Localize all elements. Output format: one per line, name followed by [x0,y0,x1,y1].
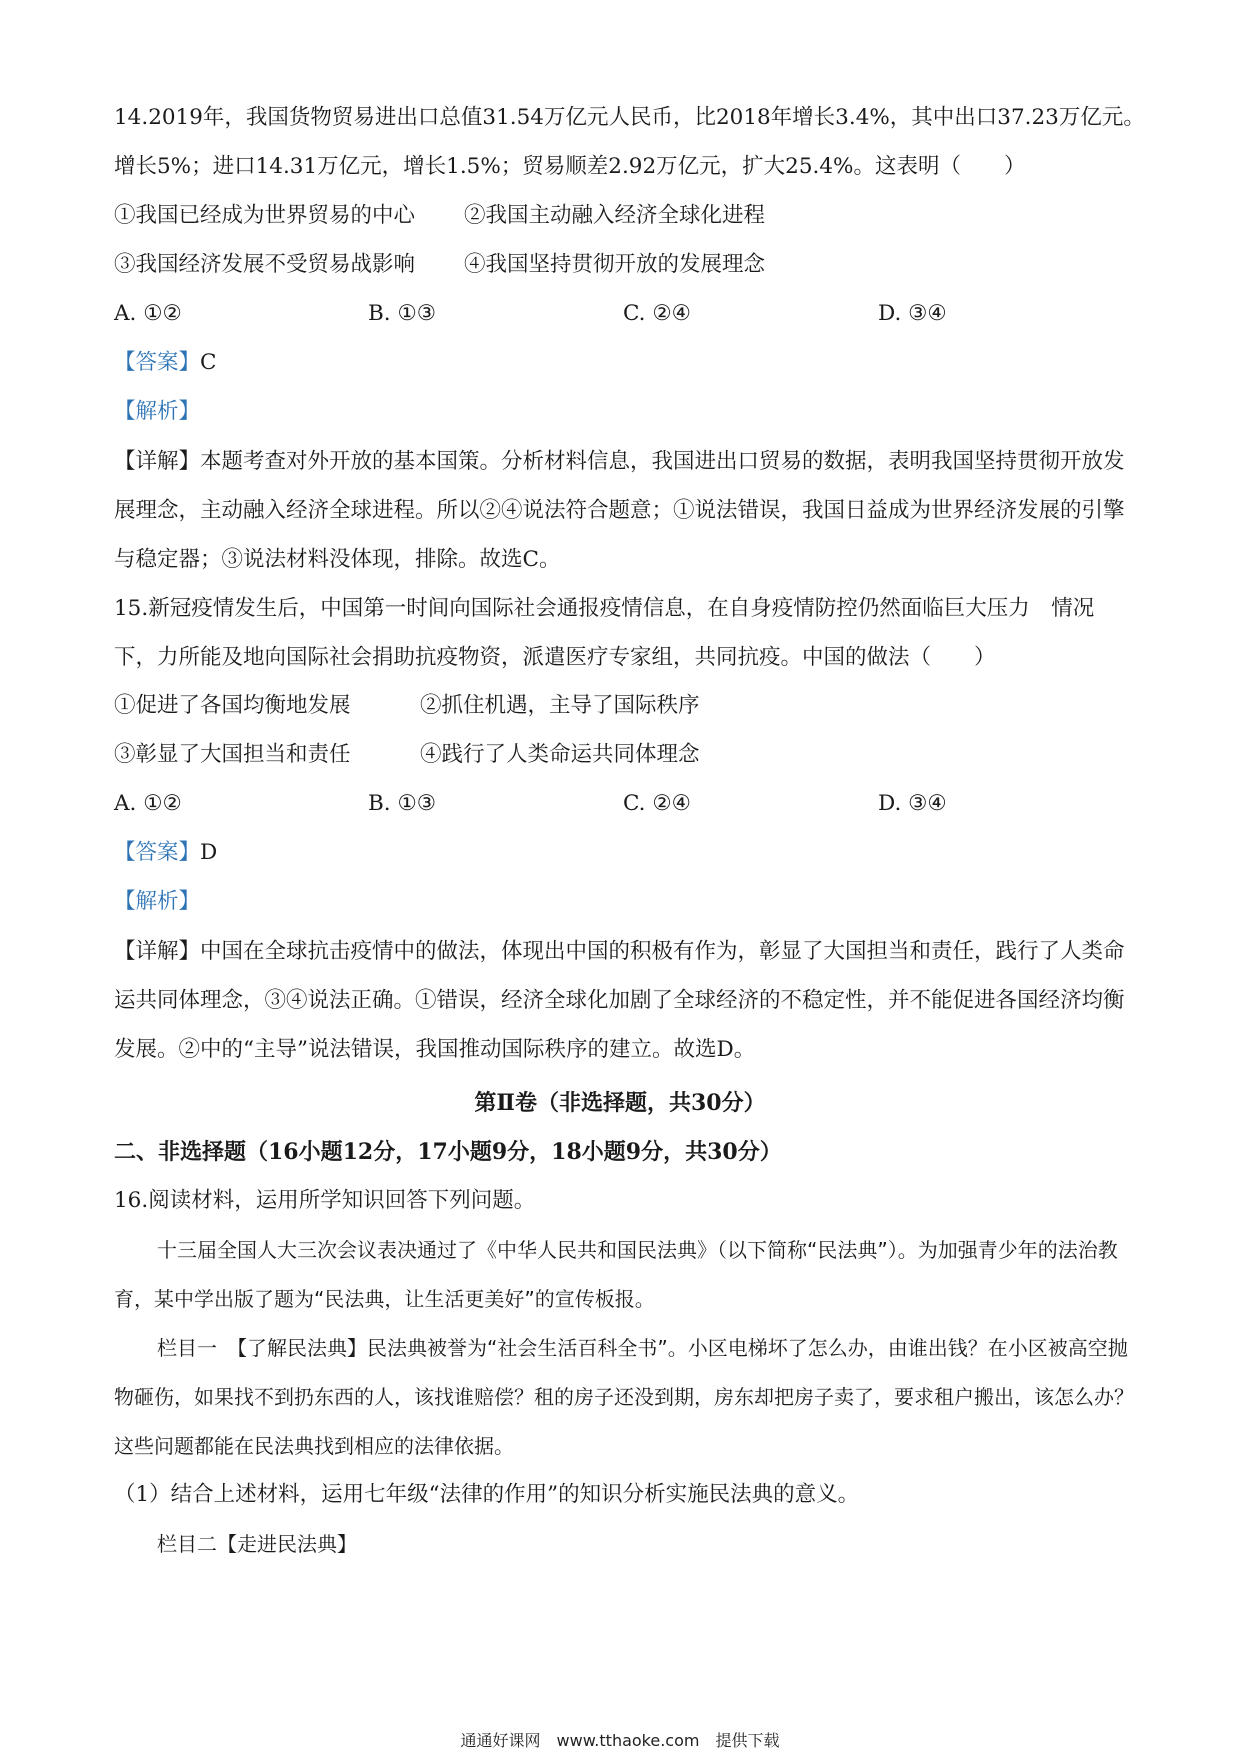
q14-analysis-tag: 【解析】 [114,399,201,424]
q15-choice-d: D. ③④ [878,791,947,816]
q15-option-4: ④践行了人类命运共同体理念 [420,742,700,767]
q14-stem-line2: 增长5%；进口14.31万亿元，增长1.5%；贸易顺差2.92万亿元，扩大25.4%。这表明（ ） [114,154,1026,179]
q15-detail-tag: 【详解】 [114,939,201,964]
q15-choice-b: B. ①③ [368,791,437,816]
q14-choice-c: C. ②④ [623,301,691,326]
q15-stem: 15.新冠疫情发生后，中国第一时间向国际社会通报疫情信息，在自身疫情防控仍然面临巨大压力 情况下，力所能及地向国际社会捐助抗疫物资，派遣医疗专家组，共同抗疫。中国的做法（ ） [114,596,1095,670]
q15-detail-text: 中国在全球抗击疫情中的做法，体现出中国的积极有作为，彰显了大国担当和责任，践行了人类命运共同体理念，③④说法正确。①错误，经济全球化加剧了全球经济的不稳定性，并不能促进各国经济均衡发展。②中的“主导”说法错误，我国推动国际秩序的建立。故选D。 [114,939,1125,1062]
q14-answer-tag: 【答案】 [114,350,201,375]
q15-analysis-tag: 【解析】 [114,889,201,914]
q14-choice-a: A. ①② [114,301,182,326]
q15-answer-value: D [200,840,218,865]
q16-material-1: 十三届全国人大三次会议表决通过了《中华人民共和国民法典》（以下简称“民法典”）。为加强青少年的法治教育，某中学出版了题为“民法典，让生活更美好”的宣传板报。 [114,1238,1118,1311]
q14-option-3: ③我国经济发展不受贸易战影响 [114,252,416,277]
page-footer: 通通好课网 www.tthaoke.com 提供下载 [460,1731,780,1750]
q16-stem: 16.阅读材料，运用所学知识回答下列问题。 [114,1188,536,1213]
q16-subquestion-1: （1）结合上述材料，运用七年级“法律的作用”的知识分析实施民法典的意义。 [114,1482,860,1507]
q14-option-4: ④我国坚持贯彻开放的发展理念 [464,252,766,277]
q14-answer-value: C [200,350,217,375]
part2-section-heading: 二、非选择题（16小题12分，17小题9分，18小题9分，共30分） [114,1139,782,1165]
q15-option-1: ①促进了各国均衡地发展 [114,693,351,718]
q14-choice-d: D. ③④ [878,301,947,326]
q14-detail [114,437,1134,584]
q14-stem-line1: 14.2019年，我国货物贸易进出口总值31.54万亿元人民币，比2018年增长3.4%，其中出口37.23万亿元。 [114,105,1145,130]
q15-answer [114,838,217,868]
q15-choice-a: A. ①② [114,791,182,816]
q15-detail [114,927,1134,1074]
q14-option-1: ①我国已经成为世界贸易的中心 [114,203,416,228]
part2-title: 第Ⅱ卷（非选择题，共30分） [474,1090,766,1116]
q14-detail-text: 本题考查对外开放的基本国策。分析材料信息，我国进出口贸易的数据，表明我国坚持贯彻开放发展理念，主动融入经济全球进程。所以②④说法符合题意；①说法错误，我国日益成为世界经济发展的引擎与稳定器；③说法材料没体现，排除。故选C。 [114,449,1125,572]
q14-answer [114,348,216,378]
q15-choice-c: C. ②④ [623,791,691,816]
q15-option-2: ②抓住机遇，主导了国际秩序 [420,693,700,718]
q14-detail-tag: 【详解】 [114,449,201,474]
q15-option-3: ③彰显了大国担当和责任 [114,742,351,767]
q14-option-2: ②我国主动融入经济全球化进程 [464,203,766,228]
q16-column-2: 栏目二【走进民法典】 [157,1532,357,1556]
q14-choice-b: B. ①③ [368,301,437,326]
q16-material-2: 栏目一 【了解民法典】民法典被誉为“社会生活百科全书”。小区电梯坏了怎么办，由谁出钱？在小区被高空抛物砸伤，如果找不到扔东西的人，该找谁赔偿？租的房子还没到期，房东却把房子卖了，要求租户搬出，该怎么办？这些问题都能在民法典找到相应的法律依据。 [114,1336,1134,1458]
q15-answer-tag: 【答案】 [114,840,201,865]
